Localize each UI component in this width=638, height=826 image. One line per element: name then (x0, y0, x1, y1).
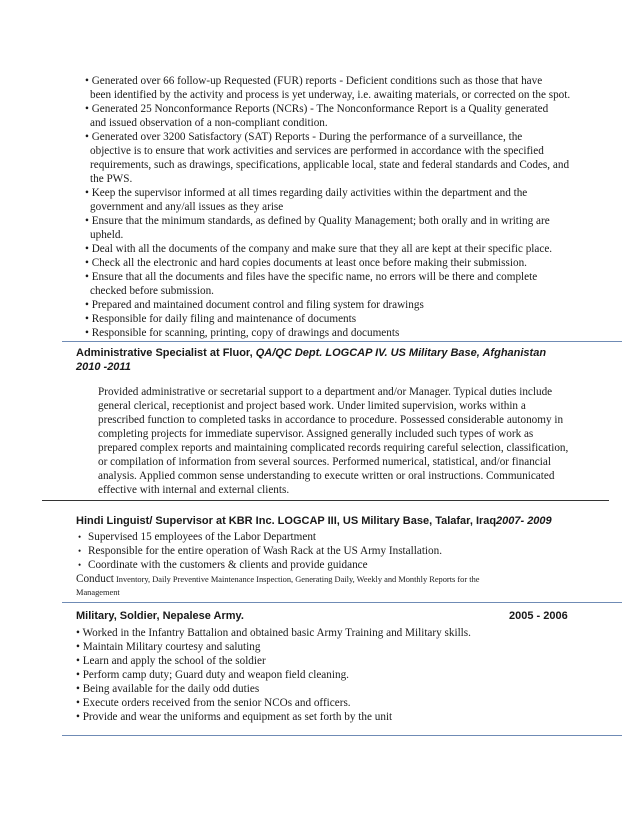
paragraph-line: general clerical, receptionist and project based work. Under limited supervision, works within a (98, 400, 526, 412)
list-item: government and any/all issues as they arise (90, 201, 284, 213)
list-item: • Generated 25 Nonconformance Reports (NCRs) - The Nonconformance Report is a Quality generated (85, 103, 549, 115)
paragraph-line: Provided administrative or secretarial support to a department and/or Manager. Typical duties include (98, 386, 553, 398)
list-item: • Ensure that the minimum standards, as defined by Quality Management; both orally and in writing are (85, 215, 550, 227)
list-item: • Being available for the daily odd duties (76, 683, 260, 695)
list-item: • Generated over 66 follow-up Requested (FUR) reports - Deficient conditions such as those that have (85, 75, 543, 87)
paragraph-line: effective with internal and external clients. (98, 484, 290, 496)
list-item: requirements, such as drawings, specifications, applicable local, state and federal standards and Codes, and (90, 159, 570, 171)
conduct-line-2: Management (76, 588, 120, 597)
job-title-kbr: Hindi Linguist/ Supervisor at KBR Inc. LOGCAP III, US Military Base, Talafar, Iraq. (76, 515, 500, 527)
list-item: Responsible for the entire operation of Wash Rack at the US Army Installation. (88, 545, 443, 557)
list-item: checked before submission. (90, 285, 214, 297)
section-divider (42, 500, 609, 501)
list-item: Supervised 15 employees of the Labor Department (88, 531, 317, 543)
paragraph-line: completing projects for immediate supervisor. Assigned generally included such types of work as (98, 428, 534, 440)
list-item: • Responsible for daily filing and maintenance of documents (85, 313, 357, 325)
conduct-line (76, 572, 479, 587)
list-item: • Maintain Military courtesy and saluting (76, 641, 261, 653)
list-item: • Prepared and maintained document control and filing system for drawings (85, 299, 424, 311)
list-item: been identified by the activity and process is yet underway, i.e. awaiting materials, or corrected on the spot. (90, 89, 571, 101)
list-item: • Execute orders received from the senior NCOs and officers. (76, 697, 351, 709)
paragraph-line: or compilation of information from several sources. Performed numerical, statistical, and/or financial (98, 456, 551, 468)
list-item: • Ensure that all the documents and files have the specific name, no errors will be there and complete (85, 271, 538, 283)
list-item: • Keep the supervisor informed at all times regarding daily activities within the department and the (85, 187, 528, 199)
list-item: Coordinate with the customers & clients and provide guidance (88, 559, 368, 571)
paragraph-line: prepared complex reports and maintaining complicated records requiring careful selection, classification, (98, 442, 569, 454)
job-dates-text: 2007- 2009 (496, 515, 552, 527)
conduct-word: Conduct (76, 573, 114, 585)
bullet-marker: • (78, 560, 82, 570)
section-divider (62, 735, 622, 736)
job-title-army: Military, Soldier, Nepalese Army. (76, 610, 244, 622)
list-item: • Worked in the Infantry Battalion and obtained basic Army Training and Military skills. (76, 627, 471, 639)
job-title-plain: Administrative Specialist at Fluor, (76, 347, 256, 359)
job-dates-kbr (496, 514, 552, 528)
job-dates-text: 2010 -2011 (76, 361, 131, 373)
list-item: • Perform camp duty; Guard duty and weapon field cleaning. (76, 669, 349, 681)
job-dates-fluor (76, 360, 131, 374)
list-item: • Provide and wear the uniforms and equipment as set forth by the unit (76, 711, 393, 723)
list-item: • Responsible for scanning, printing, copy of drawings and documents (85, 327, 400, 339)
list-item: and issued observation of a non-compliant condition. (90, 117, 328, 129)
job-title-italic: QA/QC Dept. LOGCAP IV. US Military Base, Afghanistan (255, 347, 547, 359)
list-item: upheld. (90, 229, 124, 241)
list-item: • Generated over 3200 Satisfactory (SAT) Reports - During the performance of a surveillance, the (85, 131, 523, 143)
list-item: objective is to ensure that work activities and services are performed in accordance with the specified (90, 145, 544, 157)
section-divider (62, 341, 622, 342)
paragraph-line: analysis. Applied common sense understanding to execute written or oral instructions. Communicated (98, 470, 555, 482)
list-item: the PWS. (90, 173, 133, 185)
job-title-fluor (76, 346, 546, 360)
paragraph-line: prescribed function to completed tasks in accordance to procedure. Possessed considerable autonomy in (98, 414, 564, 426)
conduct-text: Inventory, Daily Preventive Maintenance Inspection, Generating Daily, Weekly and Monthly Reports for the (113, 575, 480, 584)
section-divider (62, 602, 622, 603)
bullet-marker: • (78, 546, 82, 556)
list-item: • Deal with all the documents of the company and make sure that they all are kept at their specific place. (85, 243, 553, 255)
bullet-marker: • (78, 532, 82, 542)
list-item: • Learn and apply the school of the soldier (76, 655, 266, 667)
list-item: • Check all the electronic and hard copies documents at least once before making their submission. (85, 257, 527, 269)
job-dates-army: 2005 - 2006 (509, 610, 568, 622)
